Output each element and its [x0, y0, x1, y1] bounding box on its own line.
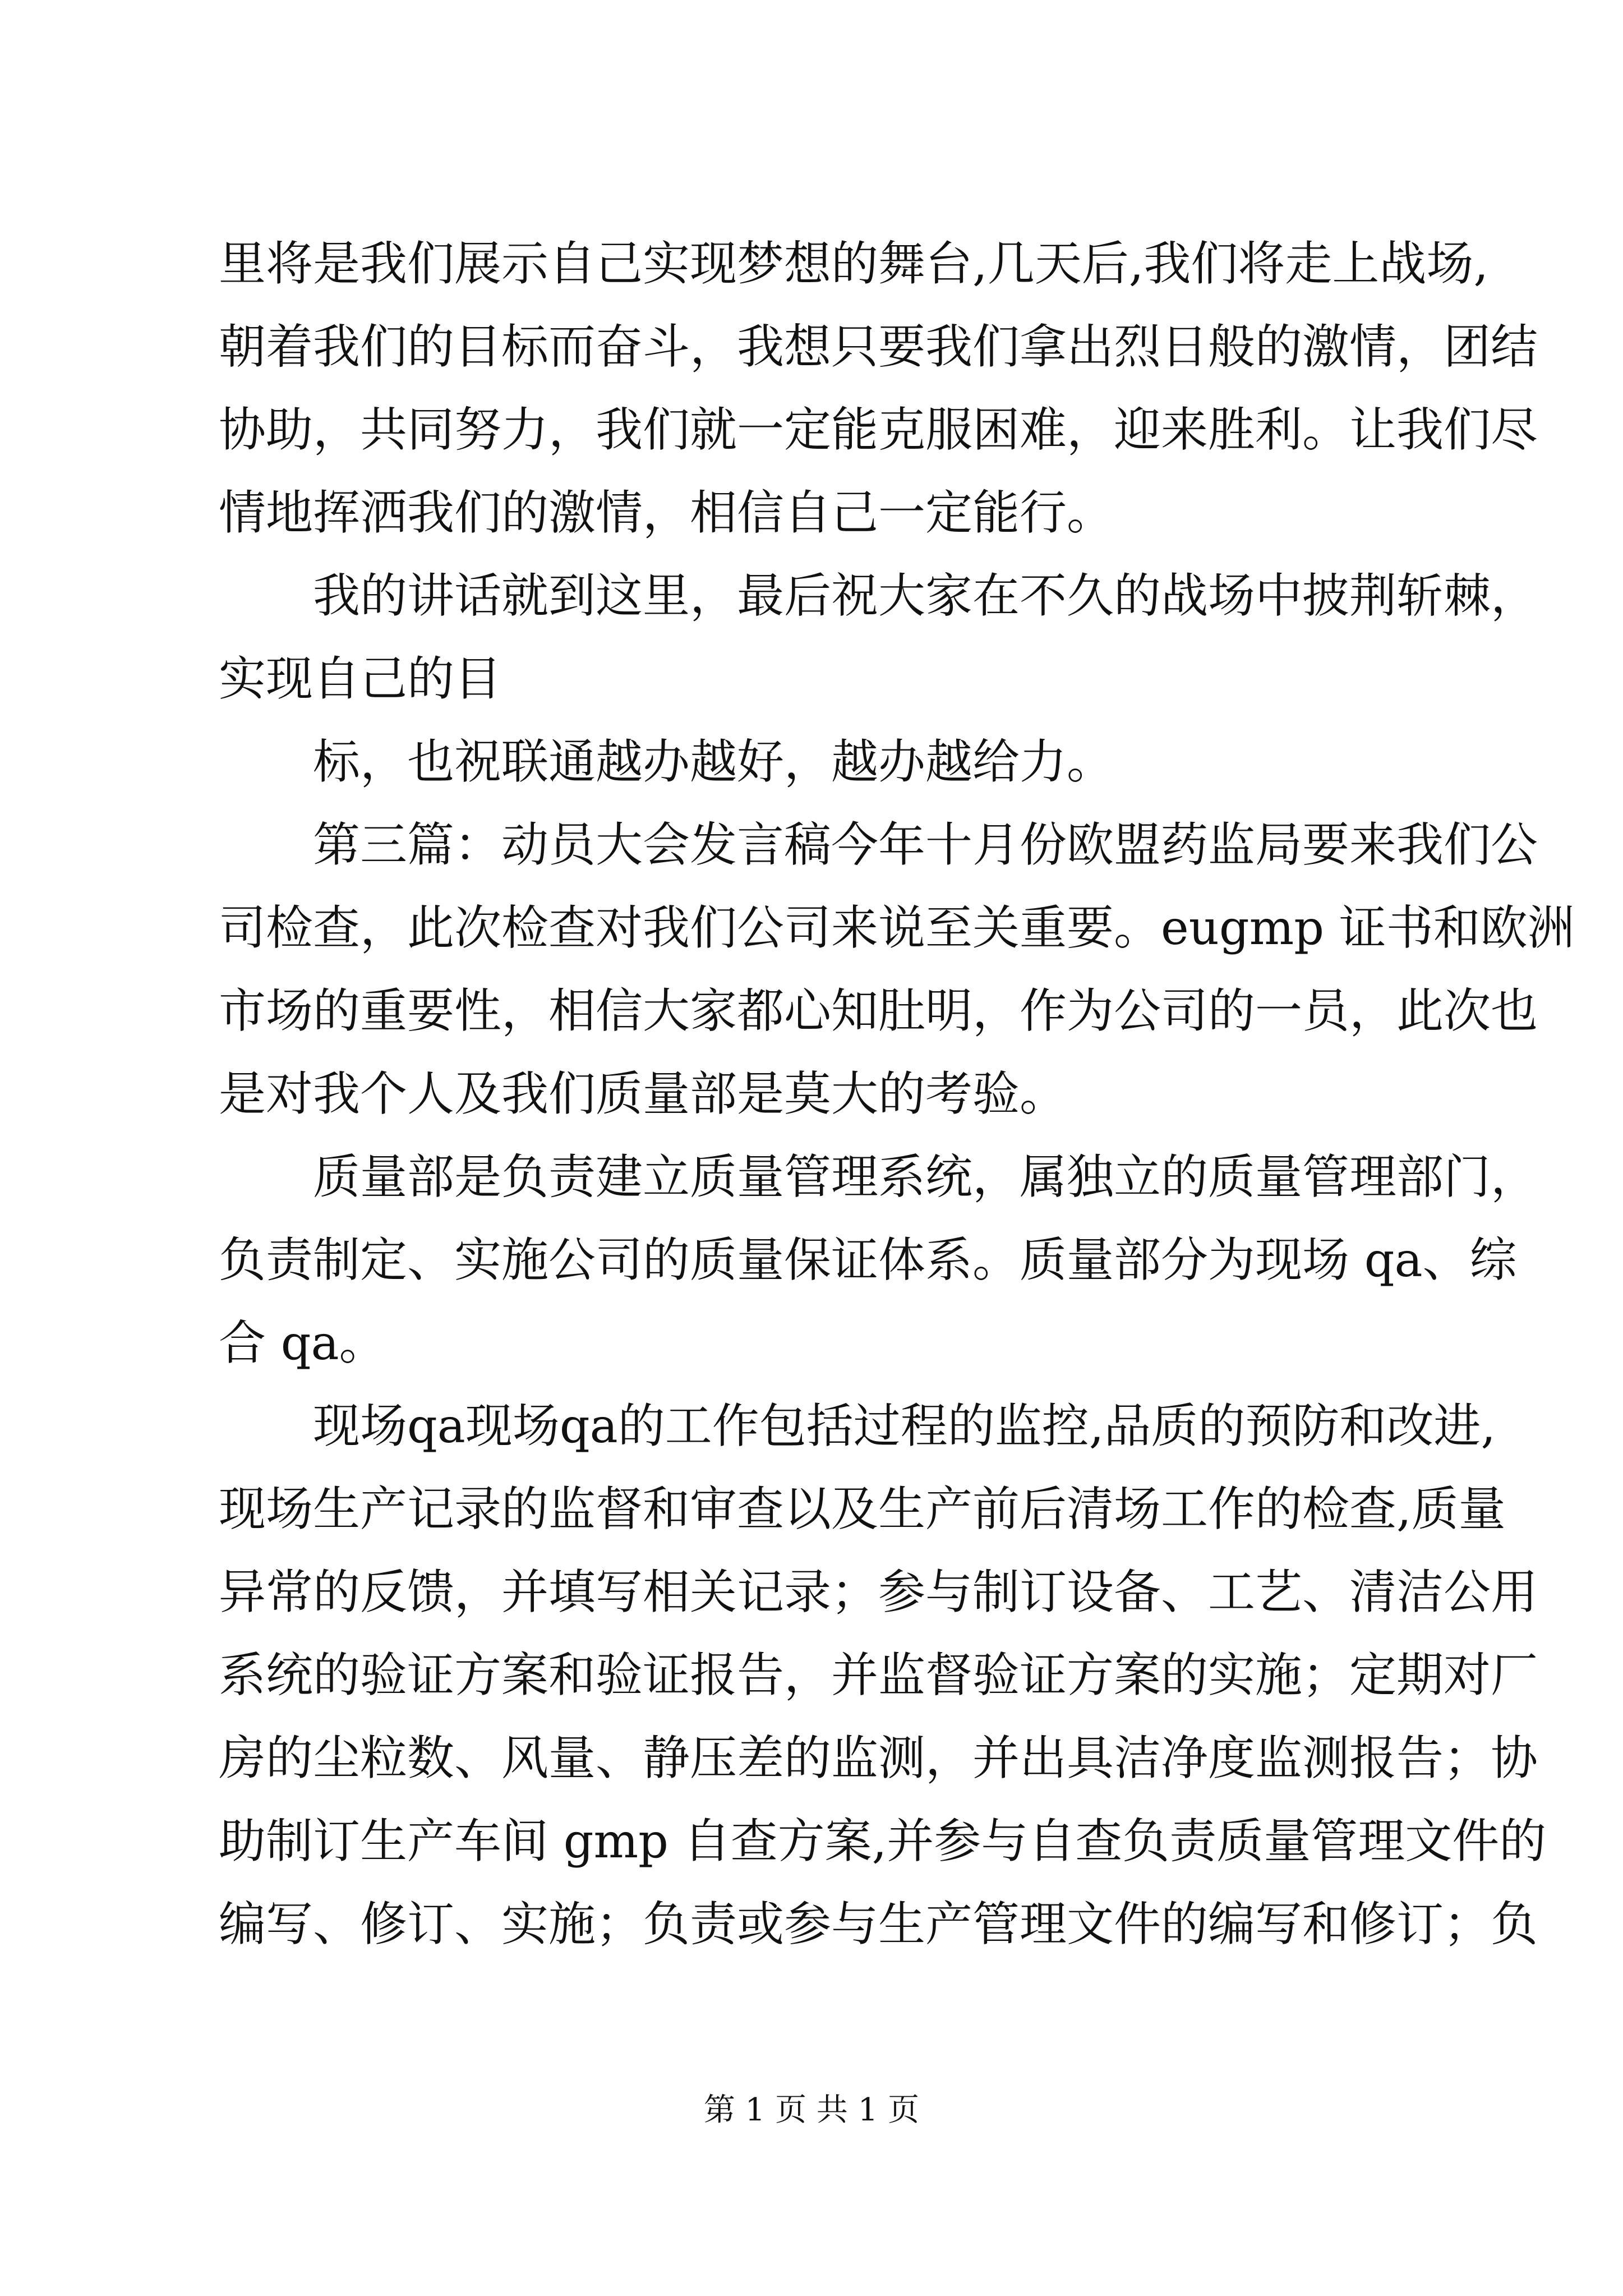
text-line: 协助，共同努力，我们就一定能克服困难，迎来胜利。让我们尽: [219, 402, 1538, 457]
text-line: 合 qa。: [219, 1315, 386, 1370]
text-line: 实现自己的目: [219, 651, 502, 706]
text-line: 系统的验证方案和验证报告，并监督验证方案的实施；定期对厂: [219, 1648, 1538, 1703]
text-line: 司检查，此次检查对我们公司来说至关重要。eugmp 证书和欧洲: [219, 900, 1575, 955]
text-line: 房的尘粒数、风量、静压差的监测，并出具洁净度监测报告；协: [219, 1731, 1538, 1786]
text-line: 市场的重要性，相信大家都心知肚明，作为公司的一员，此次也: [219, 983, 1538, 1038]
text-line: 质量部是负责建立质量管理系统，属独立的质量管理部门，: [313, 1149, 1538, 1204]
text-line: 标，也祝联通越办越好，越办越给力。: [313, 734, 1114, 789]
section-heading-line: 第三篇：动员大会发言稿今年十月份欧盟药监局要来我们公: [313, 817, 1538, 872]
text-line: 助制订生产车间 gmp 自查方案,并参与自查负责质量管理文件的: [219, 1814, 1547, 1869]
page-number-label: 第 1 页 共 1 页: [703, 2092, 920, 2128]
text-line: 朝着我们的目标而奋斗，我想只要我们拿出烈日般的激情，团结: [219, 319, 1538, 374]
text-line: 编写、修订、实施；负责或参与生产管理文件的编写和修订；负: [219, 1897, 1538, 1952]
text-line: 情地挥洒我们的激情，相信自己一定能行。: [219, 485, 1114, 540]
text-line: 负责制定、实施公司的质量保证体系。质量部分为现场 qa、综: [219, 1232, 1517, 1287]
text-line: 现场生产记录的监督和审查以及生产前后清场工作的检查,质量: [219, 1481, 1506, 1536]
text-line: 是对我个人及我们质量部是莫大的考验。: [219, 1066, 1067, 1121]
text-line: 里将是我们展示自己实现梦想的舞台,几天后,我们将走上战场,: [219, 236, 1489, 291]
text-line: 现场qa现场qa的工作包括过程的监控,品质的预防和改进,: [313, 1398, 1496, 1453]
text-line: 异常的反馈，并填写相关记录；参与制订设备、工艺、清洁公用: [219, 1565, 1538, 1619]
page-footer: [0, 2088, 1623, 2133]
document-body: [219, 222, 1575, 1966]
text-line: 我的讲话就到这里，最后祝大家在不久的战场中披荆斩棘，: [313, 568, 1538, 623]
